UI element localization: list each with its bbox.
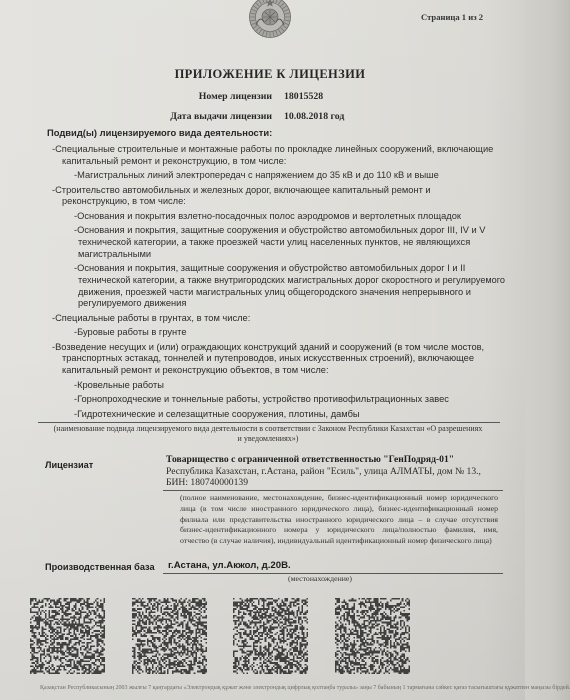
subtype-line: -Горнопроходческие и тоннельные работы, устройство противофильтрационных завес bbox=[74, 394, 449, 405]
license-date-value: 10.08.2018 год bbox=[284, 111, 345, 122]
subtype-line: движения, проезжей части магистральных улиц общегородского значения непрерывного и bbox=[78, 286, 471, 297]
caption-line: бизнес-идентификационного номера у юридического лица/полностью фамилия, имя, bbox=[180, 525, 498, 535]
licensee-caption bbox=[180, 493, 498, 547]
subtype-line: транспортных эстакад, тоннелей и путепроводов, иных искусственных строений), включающее bbox=[62, 353, 475, 364]
caption-line: филиала или представительства иностранного юридического лица – в случае отсутствия bbox=[180, 514, 498, 524]
license-number-label: Номер лицензии bbox=[198, 91, 272, 102]
license-date-row bbox=[0, 110, 525, 123]
state-emblem bbox=[248, 0, 292, 39]
subtype-line: -Кровельные работы bbox=[74, 379, 164, 390]
page-indicator: Страница 1 из 2 bbox=[421, 12, 484, 22]
licensee-name: Товарищество с ограниченной ответственностью "ГенПодряд-01" bbox=[166, 454, 455, 465]
subtype-line: -Возведение несущих и (или) ограждающих конструкций зданий и сооружений (в том числе мостов, bbox=[52, 341, 485, 352]
subtype-line: -Буровые работы в грунте bbox=[74, 327, 187, 338]
production-base-caption: (местонахождение) bbox=[287, 574, 352, 583]
subtype-subitem bbox=[52, 327, 512, 339]
license-number-row bbox=[0, 90, 525, 103]
caption-line: и уведомлениях») bbox=[237, 434, 299, 443]
licensee-details bbox=[166, 454, 481, 489]
footer-note: Қазақстан Республикасының 2003 жылғы 7 қаңтардағы «Электрондық құжат және электрондық цифрлық қолтаңба туралы» заңы 7 бабының 1 тармағына сәйкес қағаз тасығыштағы құжатпен маңызы бірдей. bbox=[40, 685, 570, 691]
subtype-subitem bbox=[52, 170, 512, 182]
subtypes-list bbox=[52, 144, 512, 423]
subtype-subitem bbox=[52, 225, 512, 260]
licensee-label: Лицензиат bbox=[45, 460, 94, 470]
subtype-line: регулируемого движения bbox=[78, 298, 187, 309]
qr-code-2 bbox=[132, 598, 207, 674]
subtype-line: технической категории, а также внутригородских магистральных дорог скоростного и регулируемого bbox=[78, 274, 505, 285]
subtype-line: -Магистральных линий электропередач с напряжением до 35 кВ и до 110 кВ и выше bbox=[74, 170, 439, 181]
subtype-line: магистральными bbox=[78, 248, 152, 259]
subtype-line: -Основания и покрытия, защитные сооружения и обустройство автомобильных дорог I и II bbox=[74, 263, 466, 274]
subtype-item bbox=[52, 144, 512, 167]
subtype-line: -Гидротехнические и селезащитные сооружения, плотины, дамбы bbox=[74, 408, 360, 419]
subtype-line: капитальный ремонт и реконструкцию объектов, в том числе: bbox=[62, 365, 329, 376]
subtype-item bbox=[52, 313, 512, 325]
caption-line: отчество (в случае наличия), индивидуальный идентификационный номер физического лица) bbox=[180, 536, 492, 546]
subtypes-heading: Подвид(ы) лицензируемого вида деятельности: bbox=[47, 127, 273, 138]
subtype-subitem bbox=[52, 380, 512, 392]
subtype-line: -Специальные строительные и монтажные работы по прокладке линейных сооружений, включающие bbox=[52, 144, 494, 154]
licensee-bin: БИН: 180740000139 bbox=[166, 477, 248, 489]
caption-line: (полное наименование, местонахождение, бизнес-идентификационный номер юридического bbox=[180, 493, 498, 502]
license-date-label: Дата выдачи лицензии bbox=[170, 111, 272, 122]
license-number-value: 18015528 bbox=[284, 91, 324, 102]
caption-line: лица (в том числе иностранного юридического лица), бизнес-идентификационный номер bbox=[180, 503, 498, 513]
subtype-subitem bbox=[52, 394, 512, 406]
subtype-line: -Основания и покрытия, защитные сооружения и обустройство автомобильных дорог III, IV и V bbox=[74, 225, 486, 236]
subtype-item bbox=[52, 185, 512, 208]
subtype-subitem bbox=[52, 263, 512, 310]
production-base-value: г.Астана, ул.Акжол, д.20В. bbox=[168, 560, 291, 571]
subtypes-underline bbox=[38, 422, 500, 423]
qr-code-1 bbox=[30, 598, 105, 674]
document-title: ПРИЛОЖЕНИЕ К ЛИЦЕНЗИИ bbox=[174, 67, 366, 81]
subtype-item bbox=[52, 342, 512, 377]
subtype-subitem bbox=[52, 211, 512, 223]
subtype-line: реконструкцию, в том числе: bbox=[62, 196, 186, 207]
subtype-line: -Специальные работы в грунтах, в том числе: bbox=[52, 312, 251, 323]
subtype-line: -Основания и покрытия взлетно-посадочных полос аэродромов и вертолетных площадок bbox=[74, 210, 461, 221]
qr-code-3 bbox=[233, 598, 308, 674]
caption-line: (наименование подвида лицензируемого вида деятельности в соответствии с Законом Республики Казахстан «О разрешениях bbox=[53, 424, 483, 433]
subtype-subitem bbox=[52, 409, 512, 421]
production-base-label: Производственная база bbox=[45, 562, 155, 572]
qr-code-4 bbox=[335, 598, 410, 674]
subtype-line: капитальный ремонт и реконструкцию, в том числе: bbox=[62, 155, 287, 166]
licensee-address: Республика Казахстан, г.Астана, район "Есиль", улица АЛМАТЫ, дом № 13., bbox=[166, 465, 481, 477]
subtypes-caption bbox=[30, 424, 506, 444]
subtype-line: технической категории, а также проезжей части улиц населенных пунктов, не являющихся bbox=[78, 237, 471, 247]
subtype-line: -Строительство автомобильных и железных дорог, включающее капитальный ремонт и bbox=[52, 184, 431, 195]
licensee-underline bbox=[163, 490, 503, 491]
